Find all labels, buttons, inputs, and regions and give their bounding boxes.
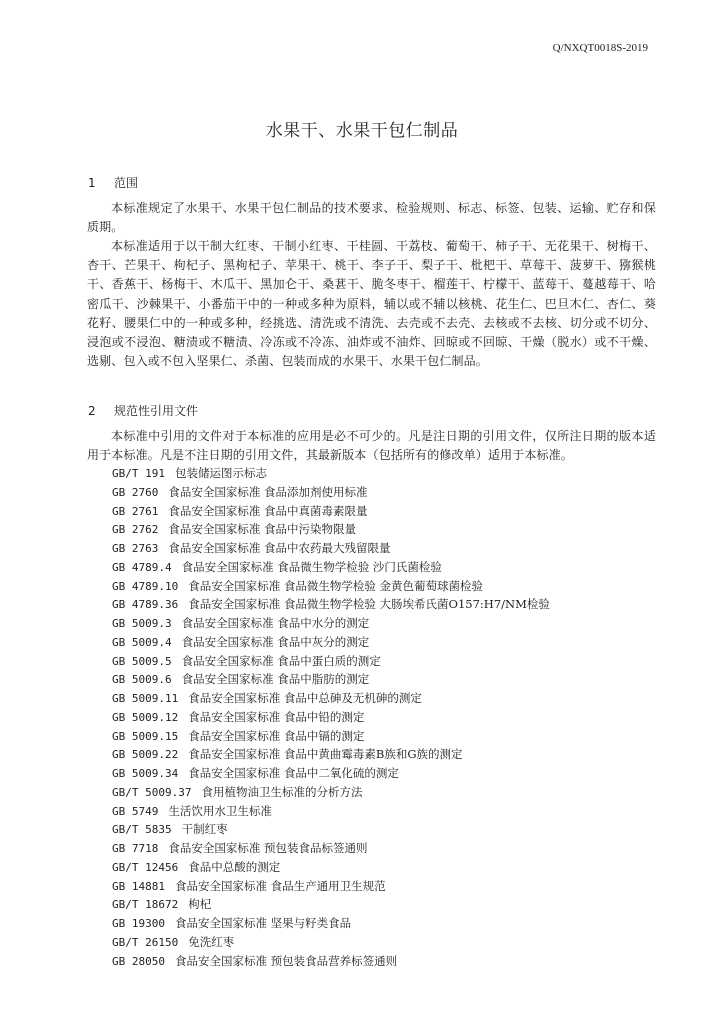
reference-item [112, 839, 672, 858]
reference-code: GB/T 5009.37 [112, 785, 192, 799]
reference-title: 免洗红枣 [188, 934, 235, 949]
reference-title: 食品安全国家标准 食品中农药最大残留限量 [168, 541, 391, 555]
reference-code: GB 5009.34 [112, 767, 179, 780]
section-1-paragraph-2: 本标准适用于以干制大红枣、干制小红枣、干桂圆、干荔枝、葡萄干、柿子干、无花果干、树梅干、杏干、芒果干、枸杞子、黑枸杞子、苹果干、桃干、李子干、梨子干、枇杷干、草莓干、菠萝干、猕猴桃干、香蕉干、杨梅干、木瓜干、黑加仑干、桑葚干、脆冬枣干、榴莲干、柠檬干、蓝莓干、蔓越莓干、哈密瓜干、沙棘果干、小番茄干中的一种或多种为原料，辅以或不辅以核桃、花生仁、巴旦木仁、杏仁、葵花籽、腰果仁中的一种或多种，经挑选、清洗或不清洗、去壳或不去壳、去核或不去核、切分或不切分、浸泡或不浸泡、糖渍或不糖渍、冷冻或不冷冻、油炸或不油炸、回晾或不回晾、干燥（脱水）或不干燥、选剔、包入或不包入坚果仁、杀菌、包装而成的水果干、水果干包仁制品。 [87, 239, 656, 369]
reference-item [112, 595, 672, 614]
reference-item [112, 539, 672, 558]
reference-code: GB 5009.4 [112, 635, 172, 649]
document-title: 水果干、水果干包仁制品 [265, 121, 459, 141]
section-1-paragraph-1: 本标准规定了水果干、水果干包仁制品的技术要求、检验规则、标志、标签、包装、运输、贮存和保质期。 [87, 201, 656, 235]
reference-title: 食品安全国家标准 食品微生物学检验 沙门氏菌检验 [181, 559, 442, 574]
reference-item [112, 689, 672, 708]
reference-code: GB 28050 [112, 954, 165, 968]
reference-code: GB 5009.12 [112, 710, 179, 724]
reference-title: 食品安全国家标准 食品微生物学检验 金黄色葡萄球菌检验 [188, 578, 484, 593]
reference-code: GB 14881 [112, 879, 165, 893]
section-2-heading [88, 402, 198, 419]
standard-code: Q/NXQT0018S-2019 [552, 42, 648, 54]
reference-item [112, 877, 672, 896]
reference-code: GB 5009.22 [112, 748, 179, 762]
section-2-intro: 本标准中引用的文件对于本标准的应用是必不可少的。凡是注日期的引用文件，仅所注日期的版本适用于本标准。凡是不注日期的引用文件，其最新版本（包括所有的修改单）适用于本标准。 [87, 429, 656, 463]
reference-title: 食品安全国家标准 食品中水分的测定 [181, 616, 370, 630]
reference-title: 食品安全国家标准 食品中蛋白质的测定 [181, 653, 381, 668]
reference-code: GB 2760 [112, 485, 159, 499]
reference-code: GB 2761 [112, 504, 159, 518]
reference-item [112, 727, 672, 746]
section-2-number: 2 [88, 404, 96, 418]
reference-code: GB 4789.4 [112, 560, 172, 574]
reference-code: GB/T 12456 [112, 860, 179, 874]
reference-title: 食品安全国家标准 食品中真菌毒素限量 [168, 503, 368, 518]
reference-code: GB 4789.36 [112, 598, 179, 612]
reference-title: 食品安全国家标准 食品中黄曲霉毒素B族和G族的测定 [188, 747, 463, 762]
reference-item [112, 502, 672, 521]
reference-item [112, 914, 672, 933]
reference-title: 食品安全国家标准 预包装食品标签通则 [168, 841, 368, 855]
reference-list [112, 464, 672, 970]
reference-title: 食品安全国家标准 食品中二氧化硫的测定 [188, 766, 399, 780]
reference-item [112, 614, 672, 633]
reference-item [112, 745, 672, 764]
reference-title: 食品安全国家标准 食品中镉的测定 [188, 728, 365, 743]
reference-title: 食品安全国家标准 预包装食品营养标签通则 [174, 953, 398, 968]
reference-title: 食品安全国家标准 食品中脂肪的测定 [181, 672, 370, 687]
reference-code: GB/T 191 [112, 467, 165, 480]
reference-code: GB 5009.5 [112, 654, 172, 668]
reference-title: 食品安全国家标准 坚果与籽类食品 [174, 916, 352, 930]
reference-code: GB 5009.15 [112, 729, 179, 743]
reference-code: GB 5749 [112, 804, 159, 818]
reference-title: 食品安全国家标准 食品添加剂使用标准 [168, 484, 368, 499]
reference-item [112, 764, 672, 783]
reference-title: 枸杞 [188, 897, 212, 912]
section-2-title: 规范性引用文件 [114, 404, 199, 418]
reference-title: 包装储运图示标志 [174, 466, 267, 480]
reference-title: 食品中总酸的测定 [188, 859, 281, 874]
reference-code: GB 19300 [112, 917, 165, 930]
reference-item [112, 820, 672, 839]
reference-item [112, 577, 672, 596]
reference-item [112, 520, 672, 539]
reference-code: GB 4789.10 [112, 579, 179, 593]
section-1-number: 1 [88, 176, 96, 190]
reference-code: GB 5009.3 [112, 617, 172, 630]
reference-item [112, 952, 672, 971]
reference-title: 食品安全国家标准 食品中铅的测定 [188, 709, 365, 724]
reference-item [112, 558, 672, 577]
reference-item [112, 483, 672, 502]
reference-item [112, 858, 672, 877]
reference-item [112, 708, 672, 727]
reference-item [112, 933, 672, 952]
reference-item [112, 895, 672, 914]
section-1-heading [88, 174, 138, 191]
reference-item [112, 633, 672, 652]
reference-code: GB 7718 [112, 842, 159, 855]
reference-code: GB 2762 [112, 523, 159, 537]
reference-code: GB 5009.6 [112, 673, 172, 687]
reference-item [112, 802, 672, 821]
reference-title: 生活饮用水卫生标准 [168, 803, 272, 818]
reference-title: 食品安全国家标准 食品生产通用卫生规范 [174, 878, 386, 893]
reference-item [112, 464, 672, 483]
reference-title: 食品安全国家标准 食品中污染物限量 [168, 522, 357, 537]
section-1-title: 范围 [114, 176, 139, 190]
reference-item [112, 652, 672, 671]
reference-title: 食品安全国家标准 食品微生物学检验 大肠埃希氏菌O157:H7/NM检验 [188, 597, 550, 612]
reference-title: 食品安全国家标准 食品中总砷及无机砷的测定 [188, 691, 422, 705]
reference-item [112, 783, 672, 802]
reference-title: 干制红枣 [181, 822, 228, 837]
reference-title: 食品安全国家标准 食品中灰分的测定 [181, 634, 370, 649]
reference-item [112, 670, 672, 689]
reference-code: GB 2763 [112, 542, 159, 555]
reference-title: 食用植物油卫生标准的分析方法 [201, 784, 363, 799]
reference-code: GB/T 18672 [112, 898, 179, 912]
reference-code: GB/T 5835 [112, 823, 172, 837]
reference-code: GB/T 26150 [112, 935, 179, 949]
reference-code: GB 5009.11 [112, 692, 179, 705]
